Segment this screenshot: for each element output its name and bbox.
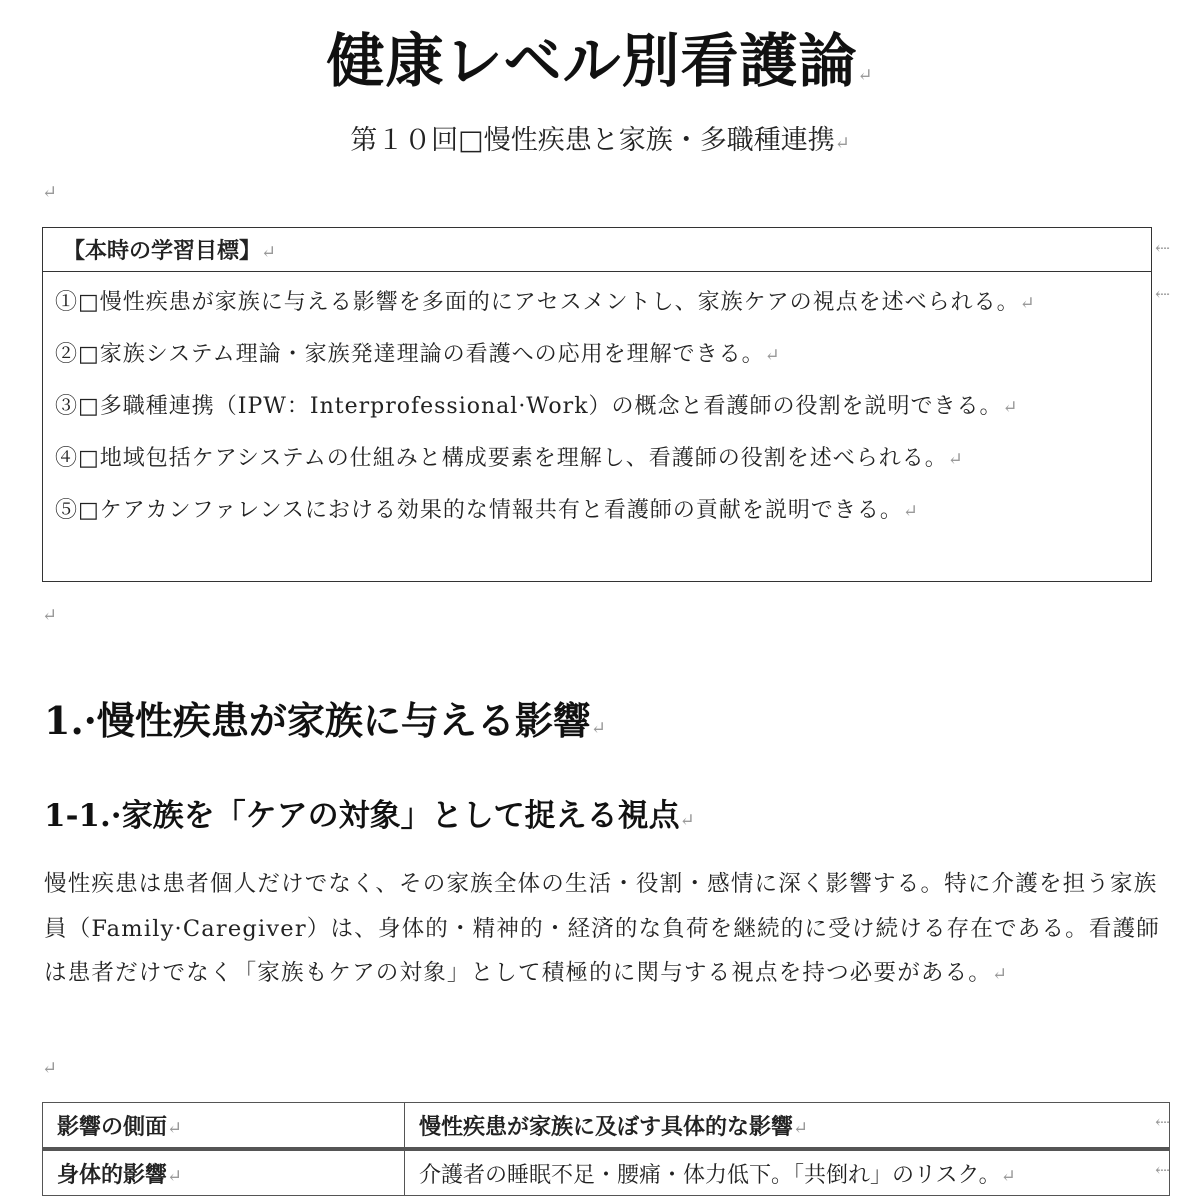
objective-item: ②□家族システム理論・家族発達理論の看護への応用を理解できる。↵: [55, 342, 781, 367]
paragraph-mark-icon: ↵: [167, 1117, 183, 1139]
paragraph-mark-icon: ↵: [992, 964, 1009, 985]
impact-table: [42, 1102, 1170, 1196]
paragraph-mark-icon: ↵: [1000, 1165, 1016, 1187]
objectives-heading: 【本時の学習目標】↵: [43, 228, 1151, 272]
paragraph-mark-icon: ↵: [834, 133, 850, 154]
paragraph-mark-icon: ↵: [793, 1117, 809, 1139]
document-subtitle: 第１０回□慢性疾患と家族・多職種連携↵: [350, 125, 850, 156]
row-end-mark-icon: ⇠: [1155, 238, 1171, 259]
body-paragraph: 慢性疾患は患者個人だけでなく、その家族全体の生活・役割・感情に深く影響する。特に介護を担う家族員（Family·Caregiver）は、身体的・精神的・経済的な負荷を継続的に受け続ける存在である。看護師は患者だけでなく「家族もケアの対象」として積極的に関与する視点を持つ必要がある。↵: [44, 871, 1160, 986]
learning-objectives-box: [42, 227, 1152, 582]
empty-paragraph-mark-icon: ↵: [42, 605, 58, 626]
table-row: [43, 1149, 1170, 1196]
table-header-cell: 慢性疾患が家族に及ぼす具体的な影響↵: [405, 1103, 1170, 1150]
empty-paragraph-mark-icon: ↵: [42, 1058, 58, 1079]
table-cell: 介護者の睡眠不足・腰痛・体力低下。「共倒れ」のリスク。↵: [405, 1149, 1170, 1196]
subsection-heading: 1-1.·家族を「ケアの対象」として捉える視点↵: [44, 798, 695, 834]
paragraph-mark-icon: ↵: [1019, 293, 1036, 314]
document-title: 健康レベル別看護論↵: [326, 27, 874, 95]
objective-item: ③□多職種連携（IPW：Interprofessional·Work）の概念と看護師の役割を説明できる。↵: [55, 394, 1019, 419]
paragraph-mark-icon: ↵: [1002, 397, 1019, 418]
paragraph-mark-icon: ↵: [947, 449, 964, 470]
paragraph-mark-icon: ↵: [679, 810, 695, 831]
paragraph-mark-icon: ↵: [261, 242, 277, 263]
paragraph-mark-icon: ↵: [590, 718, 606, 739]
table-cell: 身体的影響↵: [43, 1149, 405, 1196]
paragraph-mark-icon: ↵: [764, 345, 781, 366]
paragraph-mark-icon: ↵: [857, 65, 874, 86]
table-header-cell: 影響の側面↵: [43, 1103, 405, 1150]
empty-paragraph-mark-icon: ↵: [42, 182, 58, 203]
section-heading: 1.·慢性疾患が家族に与える影響↵: [44, 698, 606, 743]
table-header-row: [43, 1103, 1170, 1150]
row-end-mark-icon: ⇠: [1155, 1112, 1171, 1133]
row-end-mark-icon: ⇠: [1155, 1160, 1171, 1181]
paragraph-mark-icon: ↵: [167, 1165, 183, 1187]
row-end-mark-icon: ⇠: [1155, 284, 1171, 305]
objective-item: ⑤□ケアカンファレンスにおける効果的な情報共有と看護師の貢献を説明できる。↵: [55, 498, 920, 523]
objective-item: ①□慢性疾患が家族に与える影響を多面的にアセスメントし、家族ケアの視点を述べられる。↵: [55, 290, 1036, 315]
objective-item: ④□地域包括ケアシステムの仕組みと構成要素を理解し、看護師の役割を述べられる。↵: [55, 446, 964, 471]
paragraph-mark-icon: ↵: [902, 501, 920, 522]
